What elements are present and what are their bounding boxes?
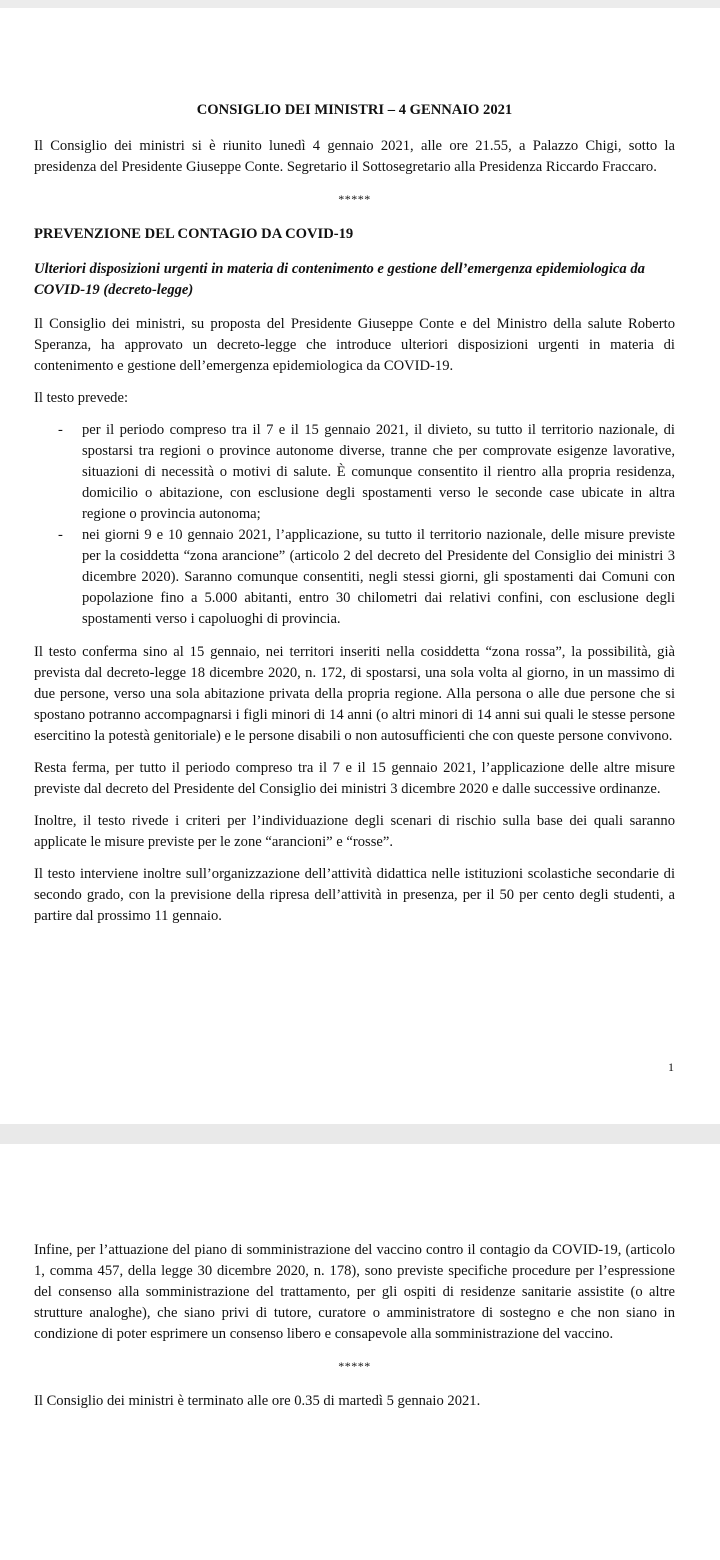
- document-page-2: [0, 1144, 720, 1560]
- paragraph: Il Consiglio dei ministri, su proposta del Presidente Giuseppe Conte e del Ministro della salute Roberto Speranza, ha approvato un decreto-legge che introduce ulteriori disposizioni urgenti in materia di contenimento e gestione dell’emergenza epidemiologica da COVID-19.: [34, 316, 675, 374]
- page-number: 1: [668, 1060, 674, 1074]
- bullet-dash: -: [58, 422, 63, 438]
- section-separator: *****: [338, 192, 371, 206]
- section-subheading: Ulteriori disposizioni urgenti in materia di contenimento e gestione dell’emergenza epidemiologica da COVID-19 (decreto-legge): [34, 261, 645, 298]
- bullet-dash: -: [58, 527, 63, 543]
- list-item: [34, 525, 675, 630]
- paragraph: Resta ferma, per tutto il periodo compreso tra il 7 e il 15 gennaio 2021, l’applicazione delle altre misure previste dal decreto del Presidente del Consiglio dei ministri 3 dicembre 2020 e dalle successive ordinanze.: [34, 760, 675, 797]
- document-title: CONSIGLIO DEI MINISTRI – 4 GENNAIO 2021: [196, 102, 513, 118]
- paragraph: Il testo interviene inoltre sull’organizzazione dell’attività didattica nelle istituzioni scolastiche secondarie di secondo grado, con la previsione della ripresa dell’attività in presenza, per il 50 per cento degli studenti, a partire dal prossimo 11 gennaio.: [34, 866, 675, 924]
- list-item-text: nei giorni 9 e 10 gennaio 2021, l’applicazione, su tutto il territorio nazionale, delle misure previste per la cosiddetta “zona arancione” (articolo 2 del decreto del Presidente del Consiglio dei ministri 3 dicembre 2020). Saranno comunque consentiti, negli stessi giorni, gli spostamenti dai Comuni con popolazione fino a 5.000 abitanti, entro 30 chilometri dai relativi confini, con esclusione degli spostamenti verso i capoluoghi di provincia.: [82, 527, 675, 627]
- paragraph: Infine, per l’attuazione del piano di somministrazione del vaccino contro il contagio da COVID-19, (articolo 1, comma 457, della legge 30 dicembre 2020, n. 178), sono previste specifiche procedure per l’espressione del consenso alla somministrazione del trattamento, per gli ospiti di residenze sanitarie assistite (o altre strutture analoghe), che siano privi di tutore, curatore o amministratore di sostegno e che non siano in condizione di poter esprimere un consenso libero e consapevole alla somministrazione del vaccino.: [34, 1242, 675, 1342]
- list-item: [34, 420, 675, 525]
- paragraph: Inoltre, il testo rivede i criteri per l’individuazione degli scenari di rischio sulla base dei quali saranno applicate le misure previste per le zone “arancioni” e “rosse”.: [34, 813, 675, 850]
- viewer-top-bar: [0, 0, 720, 8]
- document-page-1: [0, 8, 720, 1124]
- list-item-text: per il periodo compreso tra il 7 e il 15 gennaio 2021, il divieto, su tutto il territorio nazionale, di spostarsi tra regioni o province autonome diverse, tranne che per comprovate esigenze lavorative, situazioni di necessità o motivi di salute. È comunque consentito il rientro alla propria residenza, domicilio o abitazione, con esclusione degli spostamenti verso le seconde case ubicate in altra regione o provincia autonoma;: [82, 422, 675, 522]
- section-heading: PREVENZIONE DEL CONTAGIO DA COVID-19: [34, 226, 354, 242]
- provisions-list: [34, 420, 675, 630]
- paragraph: Il testo prevede:: [34, 390, 129, 406]
- page-1-content: [34, 100, 675, 938]
- page-2-content: [34, 1240, 675, 1423]
- intro-paragraph: Il Consiglio dei ministri si è riunito lunedì 4 gennaio 2021, alle ore 21.55, a Palazzo Chigi, sotto la presidenza del Presidente Giuseppe Conte. Segretario il Sottosegretario alla Presidenza Riccardo Fraccaro.: [34, 138, 675, 175]
- section-separator: *****: [338, 1359, 371, 1373]
- closing-paragraph: Il Consiglio dei ministri è terminato alle ore 0.35 di martedì 5 gennaio 2021.: [34, 1393, 481, 1409]
- paragraph: Il testo conferma sino al 15 gennaio, nei territori inseriti nella cosiddetta “zona rossa”, la possibilità, già prevista dal decreto-legge 18 dicembre 2020, n. 172, di spostarsi, una sola volta al giorno, in un massimo di due persone, verso una sola abitazione privata della propria regione. Alla persona o alle due persone che si spostano potranno accompagnarsi i figli minori di 14 anni (o altri minori di 14 anni sui quali le stesse persone esercitino la potestà genitoriale) e le persone disabili o non autosufficienti che con queste persone convivono.: [34, 644, 675, 744]
